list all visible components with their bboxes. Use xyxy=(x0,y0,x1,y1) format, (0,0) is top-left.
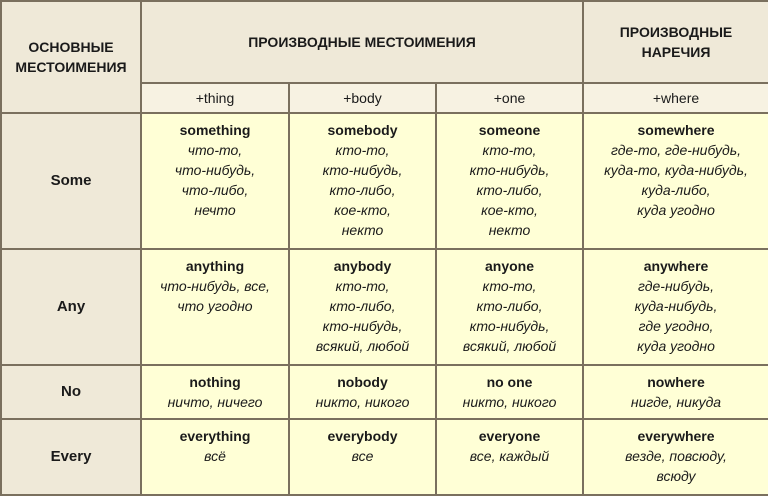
translation-line: где-то, где-нибудь, xyxy=(611,142,742,158)
translation-line: кто-то, xyxy=(335,278,390,294)
translation-line: кто-нибудь, xyxy=(322,318,403,334)
translation-line: кто-либо, xyxy=(476,298,543,314)
english-word: something xyxy=(179,122,251,138)
translation-line: кто-нибудь, xyxy=(469,162,550,178)
translation-line: что-нибудь, все, xyxy=(160,278,270,294)
translation-line: кто-нибудь, xyxy=(469,318,550,334)
translation-line: всюду xyxy=(656,468,696,484)
translation-line: где угодно, xyxy=(638,318,714,334)
english-word: nobody xyxy=(337,374,388,390)
english-word: anybody xyxy=(333,258,392,274)
translation-line: некто xyxy=(488,222,531,238)
row-label-no: No xyxy=(1,365,141,419)
english-word: nothing xyxy=(189,374,241,390)
translation-line: куда-то, куда-нибудь, xyxy=(604,162,748,178)
translation-line: где-нибудь, xyxy=(638,278,714,294)
translation-line: что-то, xyxy=(187,142,243,158)
suffix-body: +body xyxy=(289,83,436,113)
table-cell xyxy=(583,249,768,365)
translation-line: что угодно xyxy=(177,298,253,314)
translation-line: кто-то, xyxy=(482,278,537,294)
translation-line: никто, никого xyxy=(315,394,410,410)
table-cell xyxy=(289,419,436,495)
table-cell xyxy=(436,113,583,249)
translation-line: нечто xyxy=(194,202,236,218)
english-word: anything xyxy=(185,258,245,274)
translation-line: нигде, никуда xyxy=(630,394,722,410)
english-word: anywhere xyxy=(643,258,709,274)
english-word: somewhere xyxy=(637,122,715,138)
header-derived-pronouns: ПРОИЗВОДНЫЕ МЕСТОИМЕНИЯ xyxy=(141,1,583,83)
translation-line: никто, никого xyxy=(462,394,557,410)
table-cell xyxy=(289,113,436,249)
translation-line: всякий, любой xyxy=(315,338,410,354)
english-word: everyone xyxy=(478,428,541,444)
english-word: everywhere xyxy=(637,428,715,444)
row-label-some: Some xyxy=(1,113,141,249)
row-label-any: Any xyxy=(1,249,141,365)
header-derived-adverbs: ПРОИЗВОДНЫЕ НАРЕЧИЯ xyxy=(583,1,768,83)
translation-line: всё xyxy=(204,448,226,464)
english-word: somebody xyxy=(327,122,398,138)
table-cell xyxy=(583,365,768,419)
table-cell xyxy=(289,249,436,365)
translation-line: что-либо, xyxy=(181,182,249,198)
table-cell xyxy=(289,365,436,419)
english-word: no one xyxy=(486,374,533,390)
translation-line: везде, повсюду, xyxy=(625,448,727,464)
table-cell xyxy=(583,419,768,495)
translation-line: некто xyxy=(341,222,384,238)
table-cell xyxy=(436,249,583,365)
suffix-one: +one xyxy=(436,83,583,113)
table-cell xyxy=(141,249,289,365)
translation-line: всякий, любой xyxy=(462,338,557,354)
translation-line: все xyxy=(351,448,374,464)
table-cell xyxy=(141,419,289,495)
english-word: everything xyxy=(179,428,251,444)
translation-line: что-нибудь, xyxy=(174,162,256,178)
english-word: anyone xyxy=(485,258,535,274)
translation-line: кое-кто, xyxy=(481,202,538,218)
translation-line: кто-то, xyxy=(335,142,390,158)
translation-line: куда-либо, xyxy=(641,182,711,198)
english-word: everybody xyxy=(327,428,398,444)
translation-line: кто-либо, xyxy=(329,182,396,198)
table-cell xyxy=(436,419,583,495)
translation-line: кто-нибудь, xyxy=(322,162,403,178)
table-cell xyxy=(583,113,768,249)
translation-line: куда-нибудь, xyxy=(634,298,718,314)
table-cell xyxy=(141,113,289,249)
table-cell xyxy=(141,365,289,419)
translation-line: ничто, ничего xyxy=(167,394,263,410)
translation-line: куда угодно xyxy=(637,338,715,354)
english-word: nowhere xyxy=(647,374,705,390)
table-cell xyxy=(436,365,583,419)
translation-line: куда угодно xyxy=(637,202,715,218)
row-label-every: Every xyxy=(1,419,141,495)
translation-line: кое-кто, xyxy=(334,202,391,218)
translation-line: кто-либо, xyxy=(476,182,543,198)
translation-line: все, каждый xyxy=(469,448,550,464)
suffix-thing: +thing xyxy=(141,83,289,113)
header-basic-pronouns: ОСНОВНЫЕ МЕСТОИМЕНИЯ xyxy=(1,1,141,113)
translation-line: кто-то, xyxy=(482,142,537,158)
translation-line: кто-либо, xyxy=(329,298,396,314)
english-word: someone xyxy=(478,122,541,138)
suffix-where: +where xyxy=(583,83,768,113)
